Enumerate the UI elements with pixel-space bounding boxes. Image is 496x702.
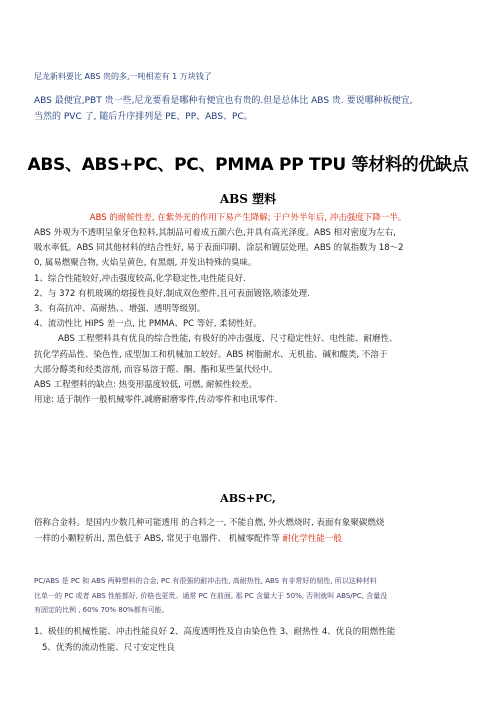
- abs-list-item: 3、有高抗冲、高耐热、、增强、透明等级别。: [34, 304, 206, 315]
- abspc-note-line: PC/ABS 是 PC 和 ABS 两种塑料的合金, PC 有很强的耐冲击性, 高耐热性, ABS 有非常好的韧性, 所以这种材料: [34, 577, 377, 585]
- abspc-line-2a: 一样的小颗粒析出, 黑色低于 ABS, 常见于电器件、 机械零配件等: [34, 533, 283, 544]
- intro-paragraph: [34, 93, 462, 125]
- abspc-heading: ABS+PC,: [220, 492, 276, 505]
- abspc-line-2-accent: 耐化学性能一般: [282, 533, 342, 544]
- abspc-note-line: 有固定的比例 , 60% 70% 80%都有可能。: [34, 606, 169, 614]
- abs-para1-line: ABS 外观为不透明呈象牙色粒料,其制品可着成五颜六色,并具有高光泽度。ABS 相对密度为左右,: [34, 228, 396, 238]
- main-title: ABS、ABS+PC、PC、PMMA PP TPU 等材料的优缺点: [27, 155, 469, 175]
- abs-list-item: 1、综合性能较好,冲击强度较高,化学稳定性,电性能良好.: [34, 273, 246, 284]
- abs-body: [34, 226, 462, 408]
- abs-list-item: 4、流动性比 HIPS 差一点, 比 PMMA、PC 等好, 柔韧性好。: [34, 319, 262, 330]
- abs-heading: ABS 塑料: [219, 192, 277, 206]
- abspc-note-line: 比单一的 PC 或者 ABS 性能都好, 价格也更贵。通常 PC 在前面, 那 PC 含量大于 50%, 否则就叫 ABS/PC, 含量没: [34, 591, 388, 600]
- intro-line-2b: 当然的 PVC 了, 随后升序排列是 PE、PP、ABS、PC。: [34, 112, 253, 122]
- abs-para2-line: 抗化学药品性、染色性, 成型加工和机械加工较好。ABS 树脂耐水、无机盐、碱和酸类, 不溶于: [34, 349, 388, 360]
- abs-use: 用途: 适于制作一般机械零件,减磨耐磨零件,传动零件和电讯零件.: [34, 395, 278, 406]
- abs-para1-line: 吸水率低。ABS 同其他材料的结合性好, 易于表面印刷、涂层和镀层处理。ABS 的氧指数为 18～2: [34, 243, 404, 254]
- abs-para2-line: 大部分醇类和烃类溶剂, 而容易溶于醛、酮、酯和某些氯代烃中。: [34, 364, 278, 375]
- intro-line-1: 尼龙新料要比 ABS 贵的多,一吨相差有 1 万块钱了: [34, 72, 212, 81]
- abs-highlight: ABS 的耐候性差, 在紫外光的作用下易产生降解; 于户外半年后, 冲击强度下降一半。: [89, 213, 407, 223]
- abs-para2-line: ABS 工程塑料具有优良的综合性能, 有极好的冲击强度、尺寸稳定性好、电性能、耐磨性、: [58, 334, 398, 345]
- abspc-features: [34, 624, 462, 656]
- abspc-line-1: 俗称合金料。是国内少数几种可能透用 的合料之一, 不能自燃, 外火燃烧时, 表面有象聚碳燃烧: [34, 518, 385, 528]
- abspc-features-line-1: 1、极佳的机械性能、冲击性能良好 2、高度透明性及自由染色性 3、耐热性 4、优良的阻燃性能: [34, 627, 396, 637]
- abs-para1-line: 0, 属易燃聚合物, 火焰呈黄色, 有黑烟, 并发出特殊的臭味。: [34, 258, 257, 269]
- abspc-note: [34, 574, 462, 618]
- abspc-features-line-2: 5、优秀的流动性能、尺寸安定性良: [42, 643, 175, 653]
- abspc-intro: [34, 516, 462, 547]
- abs-list-item: 2、与 372 有机玻璃的熔接性良好,制成双色塑件,且可表面镀铬,喷漆处理.: [34, 288, 310, 299]
- intro-line-2a: ABS 最便宜,PBT 贵一些,尼龙要看是哪种有便宜也有贵的.但是总体比 ABS 贵. 要说哪种板便宜,: [34, 96, 413, 106]
- abs-cons: ABS 工程塑料的缺点: 热变形温度较低, 可燃, 耐候性较差。: [34, 380, 257, 391]
- abspc-line-2: [34, 532, 462, 548]
